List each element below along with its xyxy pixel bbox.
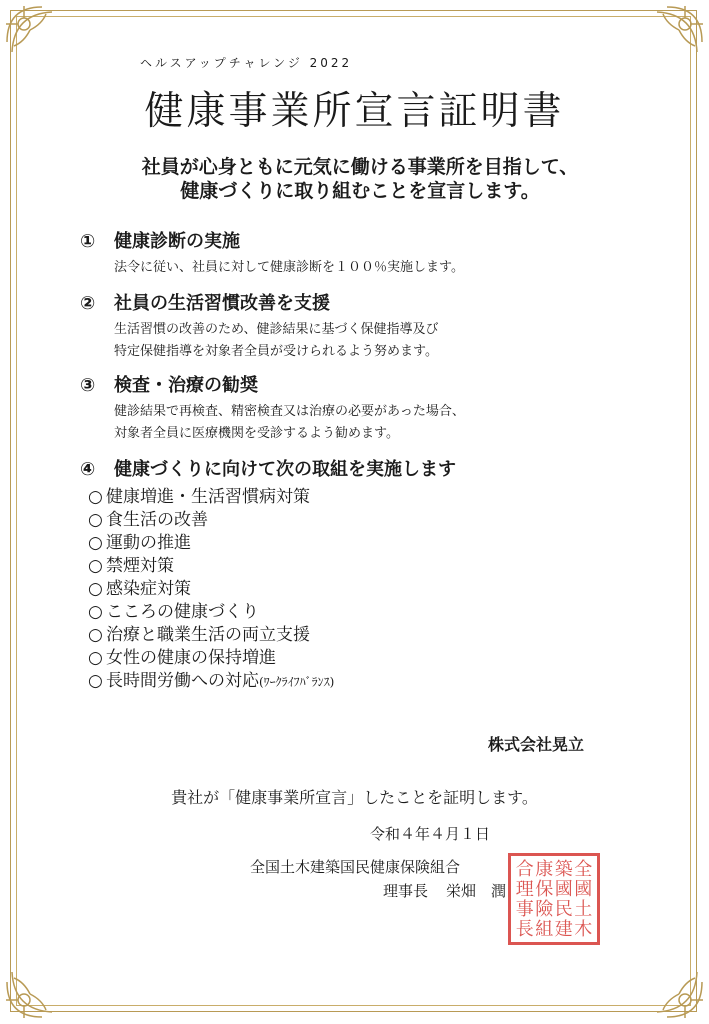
list-item: ○ 長時間労働への対応(ﾜｰｸﾗｲﾌﾊﾞﾗﾝｽ) <box>88 671 335 691</box>
list-item: ○ 健康増進・生活習慣病対策 <box>88 487 310 507</box>
circle-bullet-icon: ○ <box>88 671 103 691</box>
list-item: ○ 治療と職業生活の両立支援 <box>88 625 310 645</box>
circle-bullet-icon: ○ <box>88 625 103 645</box>
section-heading <box>80 227 464 253</box>
section-body <box>114 401 465 445</box>
section-body-line: 特定保健指導を対象者全員が受けられるよう努めます。 <box>114 344 438 359</box>
seal-column: 築 國 民 建 <box>554 859 573 940</box>
list-item: ○ 女性の健康の保持増進 <box>88 648 276 668</box>
section-4 <box>80 455 456 481</box>
section-body-line: 生活習慣の改善のため、健診結果に基づく保健指導及び <box>114 322 439 337</box>
corner-ornament-icon <box>2 952 72 1022</box>
section-number: ④ <box>80 459 96 480</box>
seal-column: 全 國 土 木 <box>574 859 593 940</box>
list-item-note: (ﾜｰｸﾗｲﾌﾊﾞﾗﾝｽ) <box>259 675 335 689</box>
corner-ornament-icon <box>2 2 72 72</box>
list-item: ○ 食生活の改善 <box>88 510 208 530</box>
section-2 <box>80 289 438 363</box>
section-number: ② <box>80 293 96 314</box>
circle-bullet-icon: ○ <box>88 533 103 553</box>
lead-line: 健康づくりに取り組むことを宣言します。 <box>180 180 540 202</box>
signatory <box>383 880 506 901</box>
issue-date: 令和４年４月１日 <box>370 825 491 843</box>
official-seal <box>508 853 600 945</box>
lead-statement <box>80 155 640 203</box>
section-number: ① <box>80 231 96 252</box>
issuer-name: 全国土木建築国民健康保険組合 <box>250 858 461 876</box>
section-heading <box>80 371 465 397</box>
section-number: ③ <box>80 375 96 396</box>
section-heading <box>80 289 438 315</box>
seal-column: 合 理 事 長 <box>515 859 534 940</box>
section-1 <box>80 227 464 279</box>
page-title: 健康事業所宣言証明書 <box>144 89 565 134</box>
section-body-line: 対象者全員に医療機関を受診するよう勧めます。 <box>114 426 399 441</box>
section-body-line: 健診結果で再検査、精密検査又は治療の必要があった場合、 <box>114 404 465 419</box>
circle-bullet-icon: ○ <box>88 556 103 576</box>
list-item: ○ 感染症対策 <box>88 579 191 599</box>
section-body <box>114 257 464 279</box>
list-item: ○ 運動の推進 <box>88 533 191 553</box>
section-title: 健康づくりに向けて次の取組を実施します <box>114 459 456 480</box>
circle-bullet-icon: ○ <box>88 487 103 507</box>
list-item: ○ こころの健康づくり <box>88 602 259 622</box>
section-title: 健康診断の実施 <box>114 231 240 252</box>
circle-bullet-icon: ○ <box>88 648 103 668</box>
list-item: ○ 禁煙対策 <box>88 556 174 576</box>
lead-line: 社員が心身ともに元気に働ける事業所を目指して、 <box>141 156 579 178</box>
section-title: 社員の生活習慣改善を支援 <box>114 293 330 314</box>
circle-bullet-icon: ○ <box>88 602 103 622</box>
company-name: 株式会社晃立 <box>488 735 585 754</box>
subtitle: ヘルスアップチャレンジ 2022 <box>140 56 353 70</box>
section-title: 検査・治療の勧奨 <box>114 375 258 396</box>
circle-bullet-icon: ○ <box>88 579 103 599</box>
certification-statement: 貴社が「健康事業所宣言」したことを証明します。 <box>171 788 538 807</box>
section-heading <box>80 455 456 481</box>
circle-bullet-icon: ○ <box>88 510 103 530</box>
corner-ornament-icon <box>637 952 707 1022</box>
seal-column: 康 保 險 組 <box>535 859 554 940</box>
signatory-title: 理事長 <box>383 882 429 900</box>
signatory-name: 栄畑 潤 <box>446 882 507 900</box>
corner-ornament-icon <box>637 2 707 72</box>
initiative-list <box>88 486 334 694</box>
section-3 <box>80 371 465 445</box>
section-body-line: 法令に従い、社員に対して健康診断を１００％実施します。 <box>114 260 464 275</box>
section-body <box>114 319 438 363</box>
